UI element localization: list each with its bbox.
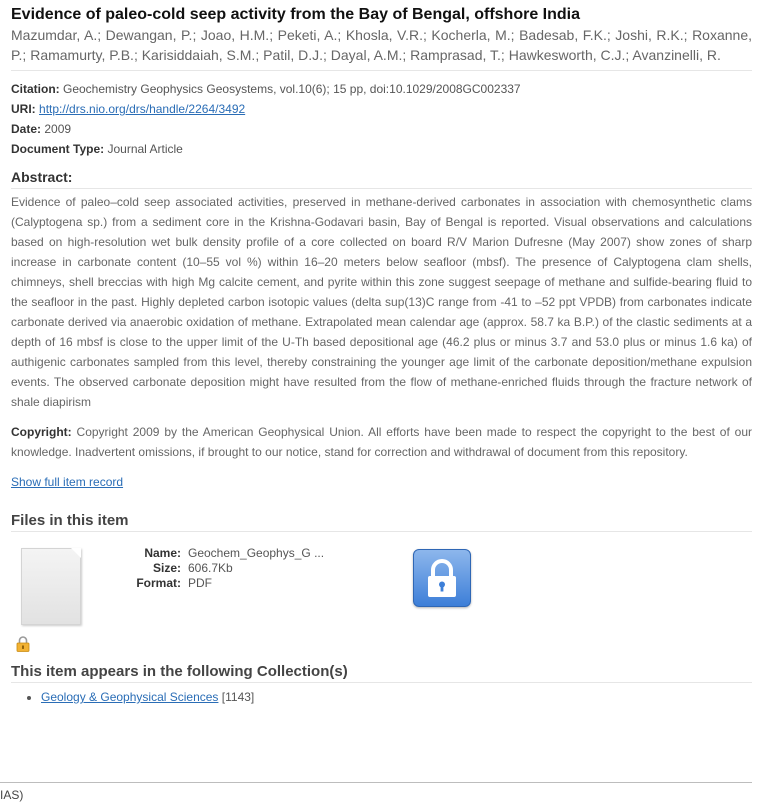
collections-heading: This item appears in the following Collection(s): [11, 663, 348, 680]
citation-row: [11, 79, 752, 99]
copyright-block: [11, 422, 752, 462]
copyright-label: Copyright:: [11, 425, 72, 439]
file-name-value: Geochem_Geophys_G ...: [188, 546, 325, 560]
uri-row: [11, 99, 752, 119]
list-item: [41, 687, 752, 707]
file-name-label: Name:: [144, 546, 181, 560]
divider: [11, 188, 752, 189]
file-size-label: Size:: [152, 561, 181, 575]
date-value: 2009: [44, 122, 72, 136]
file-format-label: Format:: [136, 576, 181, 590]
doctype-row: [11, 139, 752, 159]
file-entry: [11, 532, 752, 662]
abstract-heading: Abstract:: [11, 169, 73, 185]
padlock-icon: [16, 636, 30, 652]
citation-value: Geochemistry Geophysics Geosystems, vol.10(6); 15 pp, doi:10.1029/2008GC002337: [63, 82, 521, 96]
footer-divider: [0, 782, 752, 783]
doctype-label: Document Type:: [11, 142, 105, 156]
copyright-text: Copyright 2009 by the American Geophysical Union. All efforts have been made to respect the copyright to the best of our knowledge. Inadvertent omissions, if brought to our notice, stand for correction and withdrawal of document from this repository.: [11, 425, 752, 459]
item-authors: Mazumdar, A.; Dewangan, P.; Joao, H.M.; Peketi, A.; Khosla, V.R.; Kocherla, M.; Badesab, F.K.; Joshi, R.K.; Roxanne, P.; Ramamurty, P.B.; Karisiddaiah, S.M.; Patil, D.J.; Dayal, A.M.; Ramprasad, T.; Hawkesworth, C.J.; Avanzinelli, R.: [11, 27, 752, 63]
show-full-record-link[interactable]: Show full item record: [11, 475, 124, 489]
abstract-text: Evidence of paleo–cold seep associated activities, preserved in methane-derived carbonates in association with chemosynthetic clams (Calyptogena sp.) from a sediment core in the Krishna-Godavari basin, Bay of Bengal is reported. Visual observations and calculations based on high-resolution wet bulk density profile of a core collected on board R/V Marion Dufresne (May 2007) show zones of sharp increase in carbonate content (10–55 vol %) within 16–20 meters below seafloor (mbsf). The presence of Calyptogena clam shells, chimneys, shell breccias with high Mg calcite cement, and pyrite within this zone suggest seepage of methane and sulfide-bearing fluid to the seafloor in the past. Highly depleted carbon isotopic values (delta sup(13)C range from -41 to –52 ppt VPDB) from carbonates indicate carbonate derived via anaerobic oxidation of methane. Extrapolated mean calendar age (approx. 58.7 ka B.P.) of the clastic sediments at a depth of 16 mbsf is close to the upper limit of the U-Th based depositional age (46.2 plus or minus 3.7 and 53.0 plus or minus 1.6 ka) of authigenic carbonates sampled from this level, thereby constraining the younger age limit of the carbonate deposition/methane expulsion events. The observed carbonate deposition might have resulted from the flow of methane-enriched fluids through the fracture network of shale diapirism: [11, 195, 752, 409]
file-format-value: PDF: [188, 576, 212, 590]
collection-link[interactable]: Geology & Geophysical Sciences: [41, 690, 219, 704]
collection-count: [1143]: [221, 690, 255, 704]
uri-link[interactable]: http://drs.nio.org/drs/handle/2264/3492: [39, 102, 246, 116]
restricted-access-lock-icon[interactable]: [413, 549, 471, 607]
divider: [11, 70, 752, 71]
item-view: [11, 0, 752, 707]
collections-list: [11, 687, 752, 707]
date-row: [11, 119, 752, 139]
date-label: Date:: [11, 122, 42, 136]
files-heading: Files in this item: [11, 512, 129, 529]
file-metadata: [121, 546, 324, 591]
footer-text: IAS): [0, 788, 24, 802]
uri-label: URI:: [11, 102, 36, 116]
divider: [11, 682, 752, 683]
file-size-value: 606.7Kb: [188, 561, 233, 575]
item-title: Evidence of paleo-cold seep activity from the Bay of Bengal, offshore India: [11, 6, 581, 23]
citation-label: Citation:: [11, 82, 60, 96]
file-thumbnail[interactable]: [21, 548, 81, 625]
doctype-value: Journal Article: [107, 142, 183, 156]
